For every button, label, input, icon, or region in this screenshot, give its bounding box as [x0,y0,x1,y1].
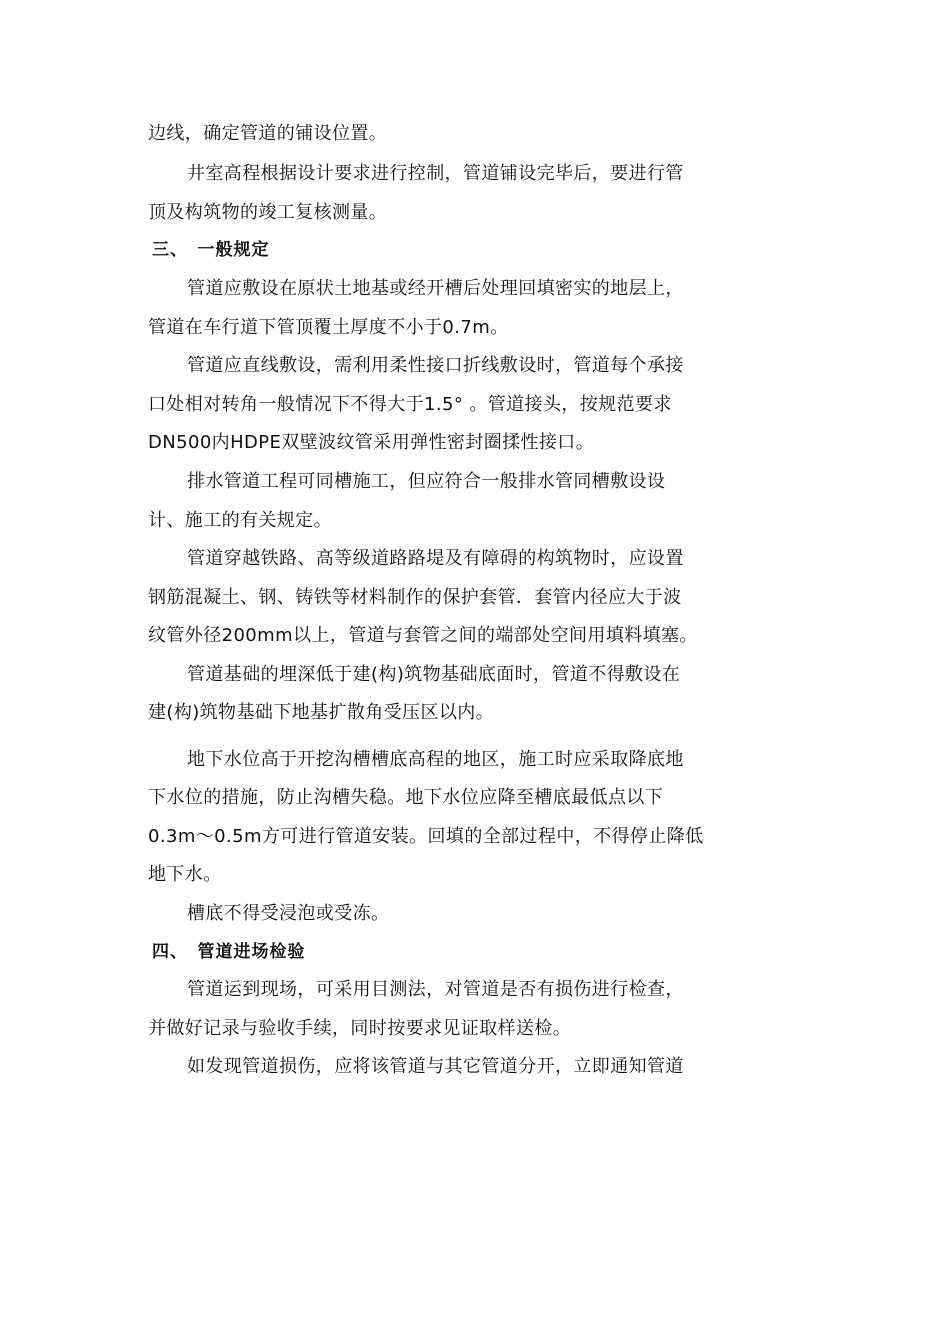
paragraph-line: 槽底不得受浸泡或受冻。 [187,903,390,924]
paragraph-line: 如发现管道损伤，应将该管道与其它管道分开，立即通知管道 [187,1056,684,1077]
paragraph-line: 管道应直线敷设，需利用柔性接口折线敷设时，管道每个承接 [187,355,684,376]
paragraph-line: DN500内HDPE双壁波纹管采用弹性密封圈揉性接口。 [148,432,595,453]
paragraph-line: 建(构)筑物基础下地基扩散角受压区以内。 [148,702,495,723]
paragraph-line: 下水位的措施，防止沟槽失稳。地下水位应降至槽底最低点以下 [148,787,664,808]
paragraph-line: 排水管道工程可同槽施工，但应符合一般排水管同槽敷设设 [187,471,666,492]
paragraph-line: 管道应敷设在原状土地基或经开槽后处理回填密实的地层上， [187,278,684,299]
paragraph-line: 顶及构筑物的竣工复核测量。 [148,202,388,223]
paragraph-line: 井室高程根据设计要求进行控制，管道铺设完毕后，要进行管 [187,163,684,184]
paragraph-line: 口处相对转角一般情况下不得大于1.5° 。管道接头，按规范要求 [148,394,672,415]
paragraph-line: 0.3m～0.5m方可进行管道安装。回填的全部过程中，不得停止降低 [148,826,704,847]
paragraph-line: 地下水位高于开挖沟槽槽底高程的地区，施工时应采取降底地 [187,749,684,770]
paragraph-line: 纹管外径200mm以上，管道与套管之间的端部处空间用填料填塞。 [148,625,698,646]
paragraph-line: 管道在车行道下管顶覆土厚度不小于0.7m。 [148,317,509,338]
section-heading: 四、 管道进场检验 [152,942,306,962]
section-heading: 三、 一般规定 [152,240,270,260]
paragraph-line: 钢筋混凝土、钢、铸铁等材料制作的保护套管．套管内径应大于波 [148,587,682,608]
paragraph-line: 管道穿越铁路、高等级道路路堤及有障碍的构筑物时，应设置 [187,548,684,569]
paragraph-line: 管道基础的埋深低于建(构)筑物基础底面时，管道不得敷设在 [187,664,681,685]
paragraph-line: 边线，确定管道的铺设位置。 [148,123,388,144]
paragraph-line: 管道运到现场，可采用目测法，对管道是否有损伤进行检查， [187,979,684,1000]
paragraph-line: 计、施工的有关规定。 [148,510,332,531]
paragraph-line: 地下水。 [148,864,222,885]
paragraph-line: 并做好记录与验收手续，同时按要求见证取样送检。 [148,1018,572,1039]
